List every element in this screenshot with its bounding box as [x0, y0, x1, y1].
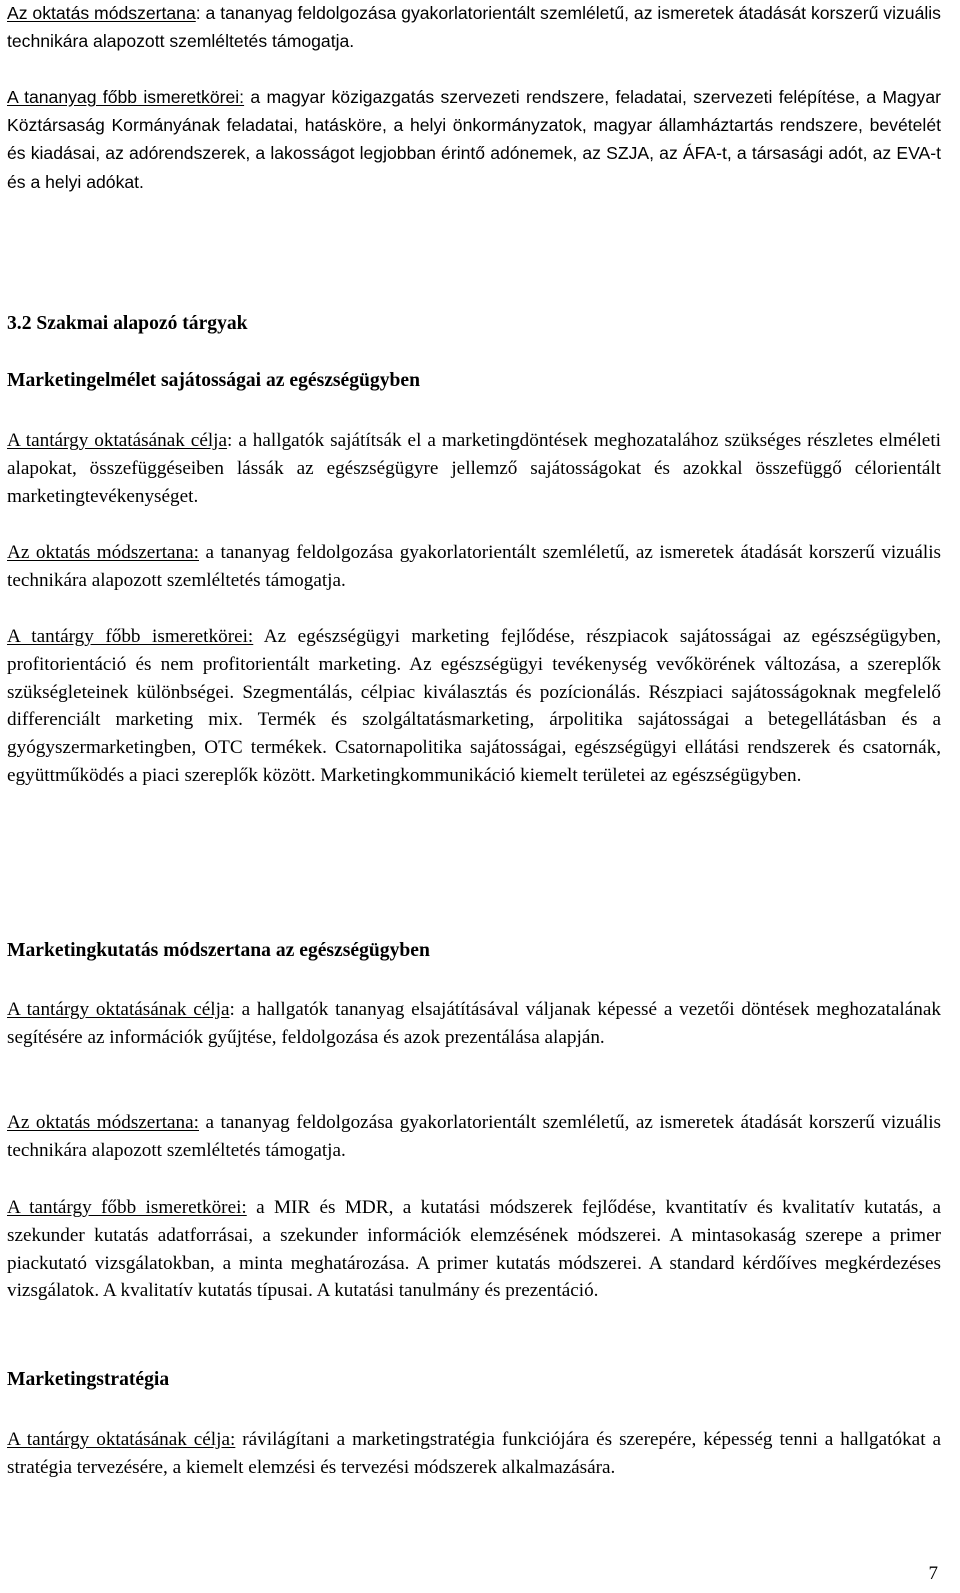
method-text: a tananyag feldolgozása gyakorlatorientált szemléletű, az ismeretek átadását korszerű vizuális technikára alapozott szemléltetés támogatja. — [7, 542, 942, 591]
topics-label: A tantárgy főbb ismeretkörei: — [7, 626, 254, 647]
goal-label: A tantárgy oktatásának célja: — [7, 1429, 236, 1450]
method-label: Az oktatás módszertana — [7, 3, 196, 23]
goal-label: A tantárgy oktatásának célja — [7, 430, 228, 451]
top-method-paragraph — [7, 0, 941, 55]
goal-text: rávilágítani a marketingstratégia funkciójára és szerepére, képesség tenni a hallgatókat a stratégia tervezésére, a kiemelt elemzési és tervezési módszerek alkalmazására. — [7, 1429, 941, 1478]
section-title: 3.2 Szakmai alapozó tárgyak — [7, 313, 248, 334]
top-topics-paragraph — [7, 83, 941, 196]
goal-text: : a hallgatók tananyag elsajátításával váljanak képessé a vezetői döntések meghozatalának segítésére az információk gyűjtése, feldolgozása és azok prezentálása alapján. — [7, 999, 941, 1048]
topics-text: a MIR és MDR, a kutatási módszerek fejlődése, kvantitatív és kvalitatív kutatás, a szekunder kutatás adatforrásai, a szekunder információk elemzésének módszerei. A mintasokaság szerepe a primer piackutató vizsgálatokban, a minta meghatározása. A primer kutatás módszerei. A standard kérdőíves megkérdezéses vizsgálatok. A kvalitatív kutatás típusai. A kutatási tanulmány és prezentáció. — [7, 1197, 942, 1302]
course-method-paragraph — [7, 539, 941, 595]
page-number: 7 — [928, 1563, 938, 1584]
method-text: a tananyag feldolgozása gyakorlatorientált szemléletű, az ismeretek átadását korszerű vizuális technikára alapozott szemléltetés támogatja. — [7, 1112, 942, 1161]
method-text: : a tananyag feldolgozása gyakorlatorientált szemléletű, az ismeretek átadását korszerű vizuális technikára alapozott szemléltetés támogatja. — [7, 3, 941, 52]
topics-label: A tananyag főbb ismeretkörei: — [7, 87, 245, 107]
topics-text: Az egészségügyi marketing fejlődése, részpiacok sajátosságai az egészségügyben, profitorientáció és nem profitorientált marketing. Az egészségügyi tevékenység vevőkörének változása, a szereplők szükségleteinek különbségei. Szegmentálás, célpiac kiválasztás és pozícionálás. Részpiaci sajátosságoknak megfelelő differenciált marketing mix. Termék és szolgáltatásmarketing, árpolitika sajátosságai a betegellátásban és a gyógyszermarketingben, OTC termékek. Csatornapolitika sajátosságai, egészségügyi ellátási rendszerek és csatornák, együttműködés a piaci szereplők között. Marketingkommunikáció kiemelt területei az egészségügyben. — [7, 626, 942, 786]
goal-label: A tantárgy oktatásának célja — [7, 999, 230, 1020]
goal-text: : a hallgatók sajátítsák el a marketingdöntések meghozatalához szükséges részletes elméleti alapokat, összefüggéseiben lássák az egészségügyre jellemző sajátosságokat és azokkal összefüggő célorientált marketingtevékenységet. — [7, 430, 941, 507]
course-goal-paragraph — [7, 996, 941, 1052]
course-topics-paragraph — [7, 623, 941, 790]
course-title: Marketingkutatás módszertana az egészségügyben — [7, 940, 430, 961]
course-goal-paragraph — [7, 427, 941, 510]
topics-label: A tantárgy főbb ismeretkörei: — [7, 1197, 247, 1218]
method-label: Az oktatás módszertana: — [7, 542, 199, 563]
course-title: Marketingelmélet sajátosságai az egészségügyben — [7, 370, 421, 391]
method-label: Az oktatás módszertana: — [7, 1112, 199, 1133]
course-method-paragraph — [7, 1109, 941, 1165]
course-topics-paragraph — [7, 1194, 941, 1305]
course-title: Marketingstratégia — [7, 1369, 170, 1390]
topics-text: a magyar közigazgatás szervezeti rendszere, feladatai, szervezeti felépítése, a Magyar Köztársaság Kormányának feladatai, hatásköre, a helyi önkormányzatok, magyar államháztartás rendszere, bevételét és kiadásai, az adórendszerek, a lakosságot legjobban érintő adónemek, az SZJA, az ÁFA-t, a társasági adót, az EVA-t és a helyi adókat. — [7, 87, 941, 192]
course-goal-paragraph — [7, 1426, 941, 1482]
